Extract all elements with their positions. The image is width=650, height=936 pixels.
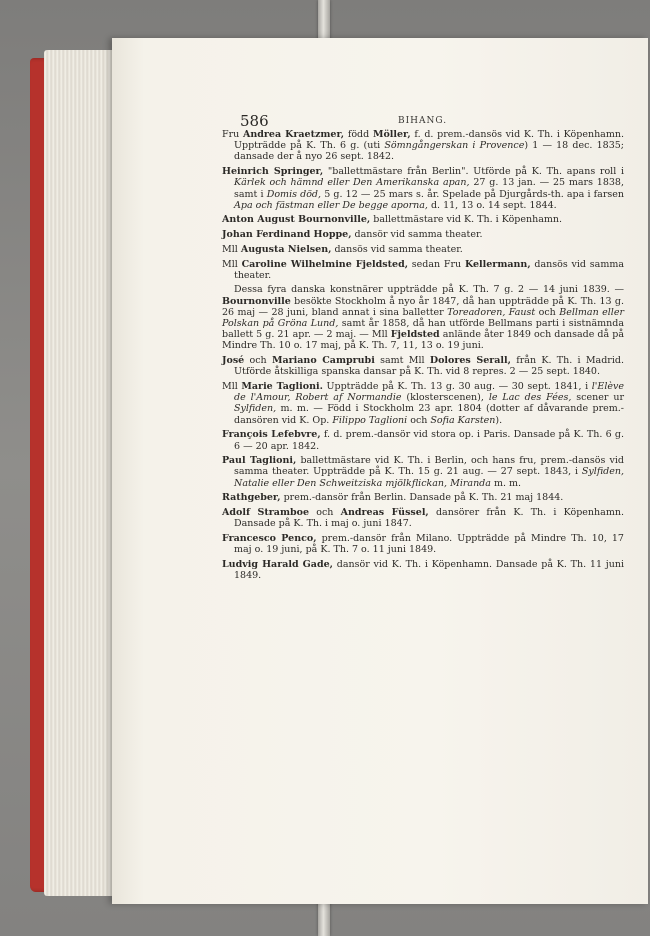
person-name: Bournonville (222, 295, 291, 307)
entry-text: från K. Th. i Madrid. Utförde åtskilliga spanska dansar på K. Th. vid 8 repres. 2 — 25 sept. 1840. (234, 355, 624, 378)
running-head: BIHANG. (398, 116, 448, 126)
register-entry (222, 166, 624, 211)
work-title: Bellman eller Polskan på Gröna Lund, (222, 306, 624, 330)
entry-text: dansös vid samma theater. (234, 258, 624, 281)
person-name: José (222, 355, 245, 367)
entry-text: dansös vid samma theater. (331, 243, 463, 255)
entry-text: prem.-dansör från Berlin. Dansade på K. Th. 21 maj 1844. (280, 492, 564, 504)
person-name: Caroline Wilhelmine Fjeldsted, (241, 258, 409, 270)
entry-text: Mll (222, 243, 241, 255)
person-name: Heinrich Springer, (222, 166, 324, 178)
register-entry (222, 259, 624, 281)
work-title: Kärlek och hämnd eller Den Amerikanska apan, (234, 177, 470, 189)
person-name: Adolf Stramboe (222, 507, 310, 519)
entry-text: f. d. prem.-dansös vid K. Th. i Köpenhamn. Uppträdde på K. Th. 6 g. (uti (234, 129, 624, 152)
entry-text: och (535, 306, 560, 318)
register-entry (222, 492, 624, 503)
entry-text: besökte Stockholm å nyo år 1847, då han uppträdde på K. Th. 13 g. 26 maj — 28 juni, bland annat i sina balletter (222, 295, 624, 318)
entry-text: Dessa fyra danska konstnärer uppträdde på K. Th. 7 g. 2 — 14 juni 1839. — (234, 284, 624, 296)
person-name: Paul Taglioni, (222, 455, 297, 467)
person-name: Johan Ferdinand Hoppe, (222, 229, 352, 241)
person-name: Kellermann, (464, 258, 531, 270)
entry-text: 5 g. 12 — 25 mars s. år. Spelade på Djurgårds-th. apa i farsen (321, 188, 624, 200)
entry-text: anlände åter 1849 och dansade då på Mindre Th. 10 o. 17 maj, på K. Th. 7, 11, 13 o. 19 juni. (222, 329, 624, 352)
person-name: Marie Taglioni. (241, 381, 323, 393)
entry-text: och (309, 507, 341, 519)
work-title: Filippo Taglioni (332, 414, 408, 426)
register-entry (222, 381, 624, 426)
work-title: Toreadoren, Faust (447, 306, 536, 318)
register-entry (222, 533, 624, 555)
register-entry (222, 129, 624, 163)
entry-text: dansör vid K. Th. i Köpenhamn. Dansade på K. Th. 11 juni 1849. (234, 558, 625, 582)
person-name: Augusta Nielsen, (240, 243, 332, 255)
work-title: le Lac des Fées, (488, 392, 572, 404)
register-entry (222, 355, 624, 377)
entry-text: samt år 1858, då han utförde Bellmans parti i sistnämnda ballett 5 g. 21 apr. — 2 maj. — Mll (222, 318, 624, 341)
person-name: Möller, (372, 129, 411, 140)
entry-text: Mll (222, 381, 242, 393)
register-entry (222, 455, 624, 489)
entry-text: dansör vid samma theater. (351, 229, 483, 241)
entry-text: m. m. — Född i Stockholm 23 apr. 1804 (dotter af dåvarande prem.-dansören vid K. Op. (234, 403, 624, 426)
entry-text: prem.-dansör från Milano. Uppträdde på Mindre Th. 10, 17 maj o. 19 juni, på K. Th. 7 o. 11 juni 1849. (234, 533, 624, 556)
person-name: Francesco Penco, (222, 533, 317, 544)
entry-text: och (407, 414, 431, 426)
register-entry (222, 244, 624, 255)
register-entry (222, 507, 624, 529)
entry-text: d. 11, 13 o. 14 sept. 1844. (427, 199, 557, 211)
person-name: Andreas Füssel, (340, 507, 429, 519)
person-name: Andrea Kraetzmer, (242, 129, 345, 140)
entry-text: samt Mll (374, 355, 430, 367)
work-title: Sylfiden, (234, 403, 277, 415)
entry-text: "ballettmästare från Berlin". Utförde på K. Th. apans roll i (323, 166, 625, 178)
work-title: Apa och fästman eller De begge aporna, (234, 199, 428, 211)
entry-text: dansörer från K. Th. i Köpenhamn. Dansade på K. Th. i maj o. juni 1847. (234, 507, 624, 530)
register-entry (222, 214, 624, 225)
entry-text: och (244, 355, 272, 367)
page-number: 586 (240, 112, 269, 130)
work-title: Domis död, (266, 188, 322, 200)
entry-text: sedan Fru (408, 258, 465, 270)
register-entry (222, 559, 624, 581)
person-name: Mariano Camprubi (271, 355, 375, 367)
person-name: François Lefebvre, (222, 429, 321, 441)
work-title: Sylfiden, Natalie eller Den Schweitziska mjölkflickan, Miranda (234, 466, 624, 489)
work-title: l'Elève de l'Amour, Robert af Normandie (234, 381, 624, 404)
page-body-text (222, 129, 624, 585)
person-name: Ludvig Harald Gade, (222, 558, 333, 570)
entry-text: ballettmästare vid K. Th. i Köpenhamn. (370, 214, 563, 226)
register-entry (222, 229, 624, 240)
entry-text: ) 1 — 18 dec. 1835; dansade der å nyo 26 sept. 1842. (234, 140, 624, 163)
person-name: Anton August Bournonville, (222, 214, 371, 226)
person-name: Dolores Serall, (429, 355, 511, 367)
entry-text: scener ur (571, 392, 624, 404)
person-name: Fjeldsted (390, 329, 440, 341)
entry-text: född (344, 129, 373, 140)
register-entry (222, 429, 624, 451)
entry-text: 27 g. 13 jan. — 25 mars 1838, samt i (234, 177, 624, 200)
entry-text: ). (495, 414, 503, 426)
entry-text: Uppträdde på K. Th. 13 g. 30 aug. — 30 sept. 1841, i (322, 381, 592, 393)
entry-text: (klosterscenen), (401, 392, 489, 404)
entry-text: ballettmästare vid K. Th. i Berlin, och hans fru, prem.-dansös vid samma theater. Uppträdde på K. Th. 15 g. 21 aug. — 27 sept. 1843, i (234, 455, 625, 478)
work-title: Sofia Karsten (430, 414, 496, 426)
entry-text: f. d. prem.-dansör vid stora op. i Paris. Dansade på K. Th. 6 g. 6 — 20 apr. 1842. (234, 429, 625, 452)
entry-text: Fru (222, 129, 243, 140)
work-title: Sömngångerskan i Provence (384, 140, 525, 152)
entry-text: m. m. (490, 477, 522, 489)
body-paragraph (222, 284, 624, 351)
entry-text: Mll (222, 258, 242, 270)
person-name: Rathgeber, (222, 492, 281, 504)
